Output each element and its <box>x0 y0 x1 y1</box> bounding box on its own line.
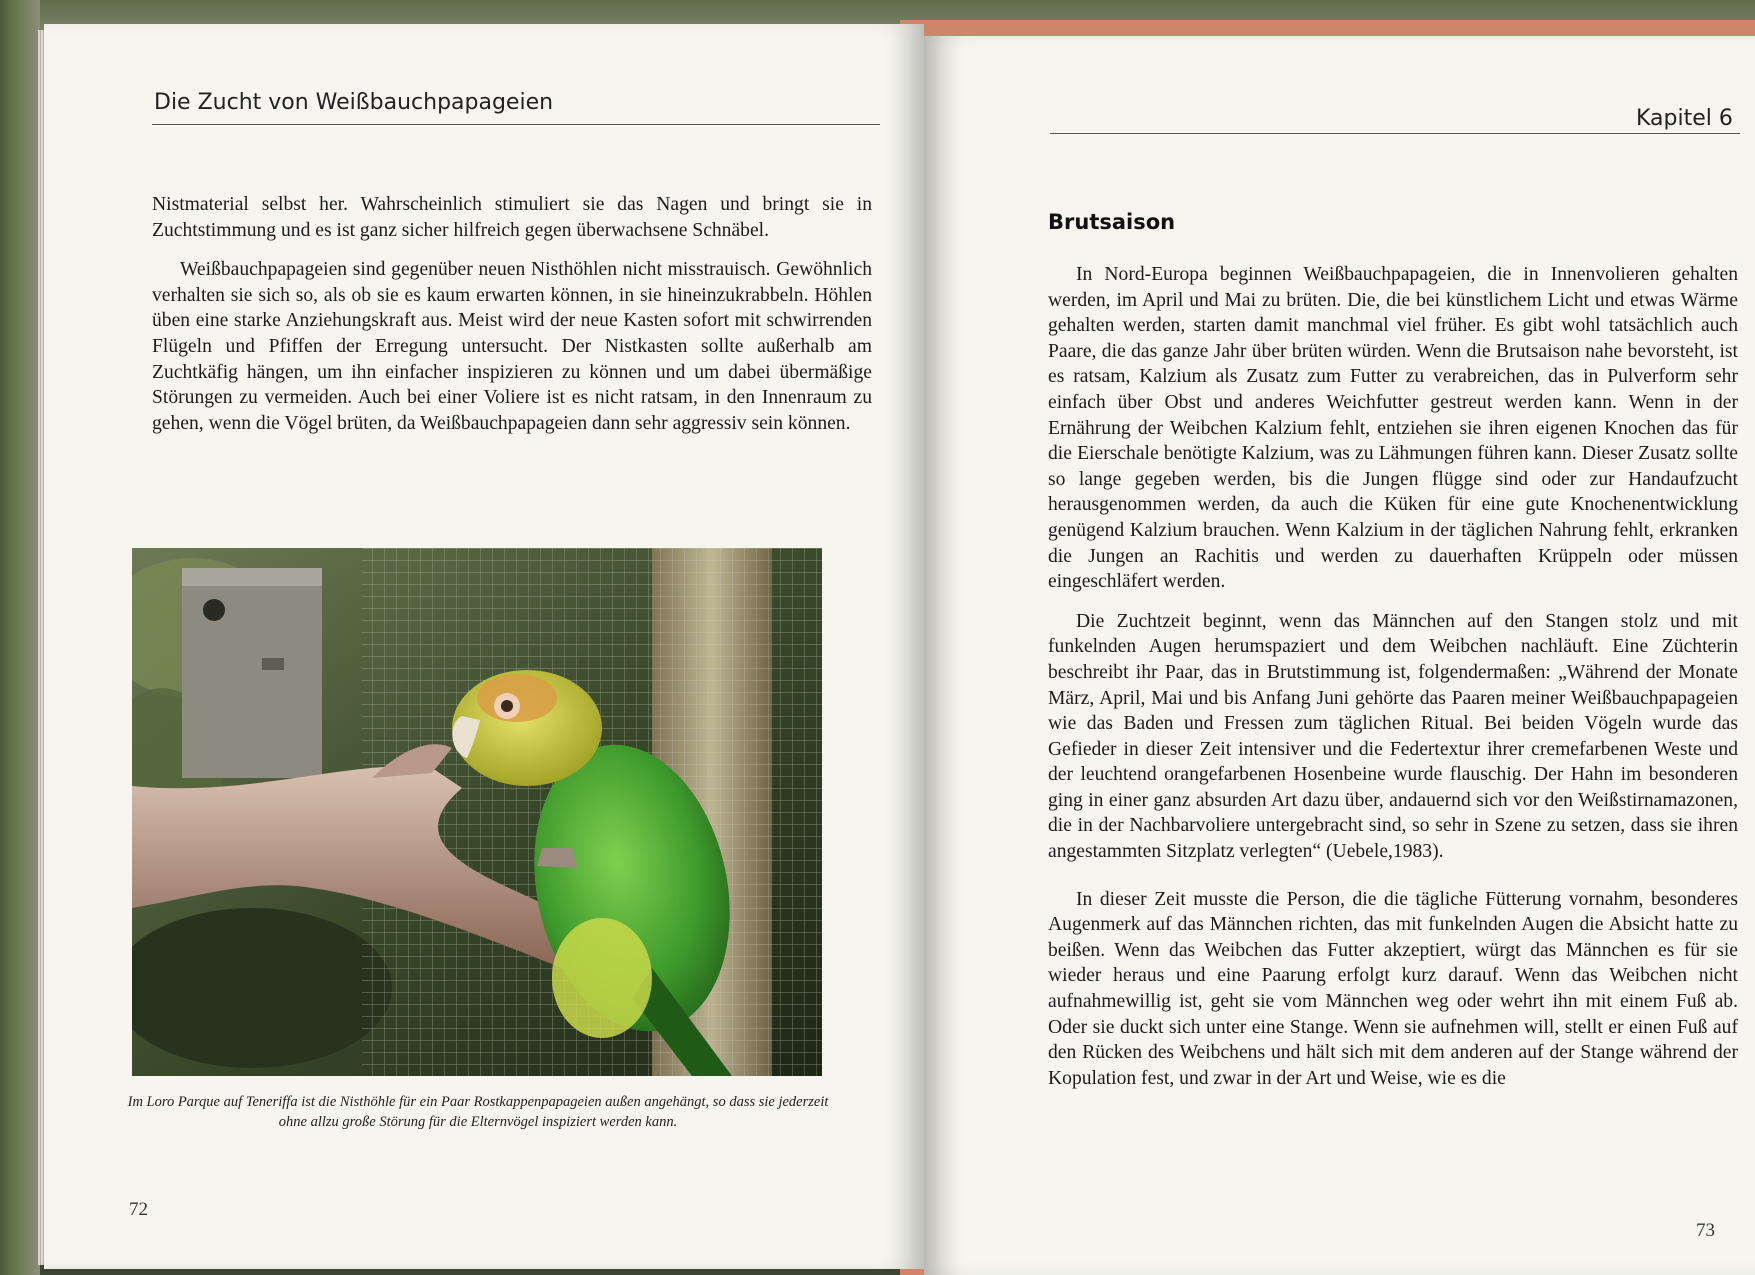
right-paragraph: In Nord-Europa beginnen Weißbauchpapageien, die in Innenvolieren gehalten werden, im April und Mai zu brüten. Die, die bei künstlichem Licht und etwas Wärme gehalten werden, starten damit manchmal viel früher. Es gibt wohl tatsächlich auch Paare, die das ganze Jahr über brüten würden. Wenn die Brutsaison nahe bevorsteht, ist es ratsam, Kalzium als Zusatz zum Futter zu verabreichen, das in Pulverform sehr einfach über Obst und anderes Weichfutter gestreut werden kann. Wenn in der Ernährung der Weibchen Kalzium fehlt, entziehen sie ihren eigenen Knochen das für die Eierschale benötigte Kalzium, was zu Lähmungen führen kann. Dieser Zusatz sollte so lange gegeben werden, bis die Jungen flügge sind oder zur Handaufzucht herausgenommen werden, da auch die Küken für eine gute Knochenentwicklung genügend Kalzium brauchen. Wenn Kalzium in der täglichen Nahrung fehlt, erkranken die Jungen an Rachitis und werden zu dauerhaften Krüppeln oder müssen eingeschläfert werden. <box>1048 264 1738 593</box>
left-page-number: 72 <box>129 1199 148 1220</box>
right-page-number: 73 <box>1696 1220 1715 1241</box>
left-page <box>44 24 924 1269</box>
right-head-rule <box>1050 133 1740 134</box>
right-running-head: Kapitel 6 <box>1636 106 1733 131</box>
left-paragraph: Nistmaterial selbst her. Wahrscheinlich stimuliert sie das Nagen und bringt sie in Zuchtstimmung und es ist ganz sicher hilfreich gegen überwachsene Schnäbel. <box>152 194 872 241</box>
right-body-text <box>1048 262 1738 1091</box>
parrot-photo <box>132 548 822 1076</box>
background-left <box>0 0 40 1275</box>
right-paragraph: In dieser Zeit musste die Person, die die tägliche Fütterung vornahm, besonderes Augenmerk auf das Männchen richten, das mit funkelnden Augen die Absicht hatte zu beißen. Wenn das Weibchen das Futter akzeptiert, würgt das Männchen es für sie wieder heraus und eine Paarung erfolgt kurz darauf. Wenn das Weibchen nicht aufnahmewillig ist, geht sie vom Männchen weg oder wehrt ihn mit einem Fuß ab. Oder sie duckt sich unter eine Stange. Wenn sie aufnehmen will, stellt er einen Fuß auf den Rücken des Weibchens und hält sich mit dem anderen auf der Stange während der Kopulation fest, und zwar in der Art und Weise, wie es die <box>1048 888 1738 1089</box>
right-paragraph: Die Zuchtzeit beginnt, wenn das Männchen auf den Stangen stolz und mit funkelnden Augen herumspaziert und dem Weibchen nachläuft. Eine Züchterin beschreibt ihr Paar, das in Brutstimmung ist, folgendermaßen: „Während der Monate März, April, Mai und bis Anfang Juni gehörte das Paaren meiner Weißbauchpapageien wie das Baden und Fressen zum täglichen Ritual. Bei beiden Vögeln wurde das Gefieder in dieser Zeit intensiver und die Federtextur ihrer cremefarbenen Weste und der leuchtend orangefarbenen Hosenbeine wurde flauschig. Der Hahn im besonderen ging in einer ganz absurden Art dazu über, andauernd sich vor den Weißstirnamazonen, die in der Nachbarvoliere untergebracht sind, so sehr in Szene zu setzen, dass sie ihren angestammten Sitzplatz verlegten“ (Uebele,1983). <box>1048 610 1738 863</box>
left-running-head: Die Zucht von Weißbauchpapageien <box>154 90 554 115</box>
left-paragraph: Weißbauchpapageien sind gegenüber neuen Nisthöhlen nicht misstrauisch. Gewöhnlich verhalten sie sich so, als ob sie es kaum erwarten können, in sie hineinzukrabbeln. Höhlen üben eine starke Anziehungskraft aus. Meist wird der neue Kasten sofort mit schwirrenden Flügeln und Pfiffen der Erregung untersucht. Der Nistkasten sollte außerhalb am Zuchtkäfig hängen, um ihn einfacher inspizieren zu können und um dabei übermäßige Störungen zu vermeiden. Auch bei einer Voliere ist es nicht ratsam, in den Innenraum zu gehen, wenn die Vögel brüten, da Weißbauchpapageien dann sehr aggressiv sein können. <box>152 259 872 434</box>
section-title: Brutsaison <box>1048 210 1176 234</box>
photo-caption: Im Loro Parque auf Teneriffa ist die Nisthöhle für ein Paar Rostkappenpapageien außen angehängt, so dass sie jederzeit ohne allzu große Störung für die Elternvögel inspiziert werden kann. <box>127 1094 829 1130</box>
right-page <box>924 36 1755 1275</box>
left-head-rule <box>152 124 880 125</box>
left-body-text <box>152 192 872 436</box>
